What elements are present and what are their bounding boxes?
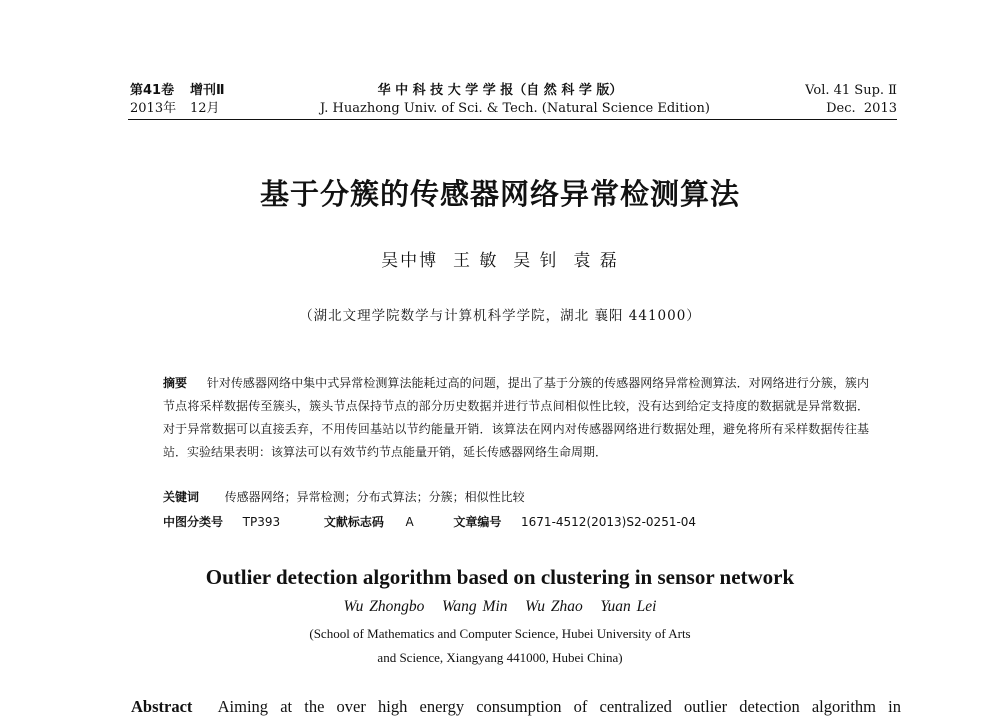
abstract-label-cn: 摘要: [163, 376, 188, 390]
keywords: 传感器网络；异常检测；分布式算法；分簇；相似性比较: [224, 490, 525, 504]
classification-row: [163, 513, 696, 530]
authors-en: Wu Zhongbo Wang Min Wu Zhao Yuan Lei: [343, 598, 657, 615]
article-no-value: 1671-4512(2013)S2-0251-04: [521, 515, 697, 529]
clc-value: TP393: [242, 515, 281, 529]
header-month-cn: 12月: [190, 101, 220, 116]
abstract-cn: [163, 372, 869, 464]
header-rule: [128, 119, 897, 120]
header-year-cn: 2013年: [130, 101, 177, 116]
header-volume-cn: 第41卷: [130, 83, 175, 98]
header-volume-en: Vol. 41 Sup. Ⅱ: [805, 83, 897, 98]
clc-label: 中图分类号: [163, 515, 224, 529]
affiliation-en-line2: and Science, Xiangyang 441000, Hubei China): [377, 650, 623, 665]
article-no-label: 文章编号: [453, 515, 502, 529]
affiliation-en-line1: (School of Mathematics and Computer Science, Hubei University of Arts: [309, 626, 691, 641]
doc-code-value: A: [405, 515, 414, 529]
header-supplement-cn: 增刊Ⅱ: [190, 83, 225, 98]
journal-title-en: J. Huazhong Univ. of Sci. & Tech. (Natural Science Edition): [320, 101, 710, 116]
header-date-en: Dec. 2013: [826, 101, 897, 116]
doc-code-label: 文献标志码: [323, 515, 384, 529]
affiliation-cn: （湖北文理学院数学与计算机科学学院，湖北 襄阳 441000）: [299, 308, 701, 324]
journal-title-cn: 华 中 科 技 大 学 学 报（自 然 科 学 版）: [377, 83, 623, 98]
keywords-label: 关键词: [163, 490, 200, 504]
abstract-en: [131, 697, 901, 717]
abstract-text-en: Aiming at the over high energy consumption of centralized outlier detection algorithm in: [217, 697, 901, 716]
paper-title-cn: 基于分簇的传感器网络异常检测算法: [259, 177, 740, 211]
abstract-label-en: Abstract: [131, 697, 193, 716]
paper-title-en: Outlier detection algorithm based on clustering in sensor network: [205, 565, 795, 589]
authors-cn: 吴中博 王 敏 吴 钊 袁 磊: [381, 251, 619, 271]
keywords-row: [163, 488, 525, 505]
abstract-text-cn: 针对传感器网络中集中式异常检测算法能耗过高的问题，提出了基于分簇的传感器网络异常检测算法．对网络进行分簇，簇内节点将采样数据传至簇头，簇头节点保持节点的部分历史数据并进行节点间相似性比较，没有达到给定支持度的数据就是异常数据．对于异常数据可以直接丢弃，不用传回基站以节约能量开销．该算法在网内对传感器网络进行数据处理，避免将所有采样数据传往基站．实验结果表明：该算法可以有效节约节点能量开销，延长传感器网络生命周期．: [163, 376, 869, 459]
